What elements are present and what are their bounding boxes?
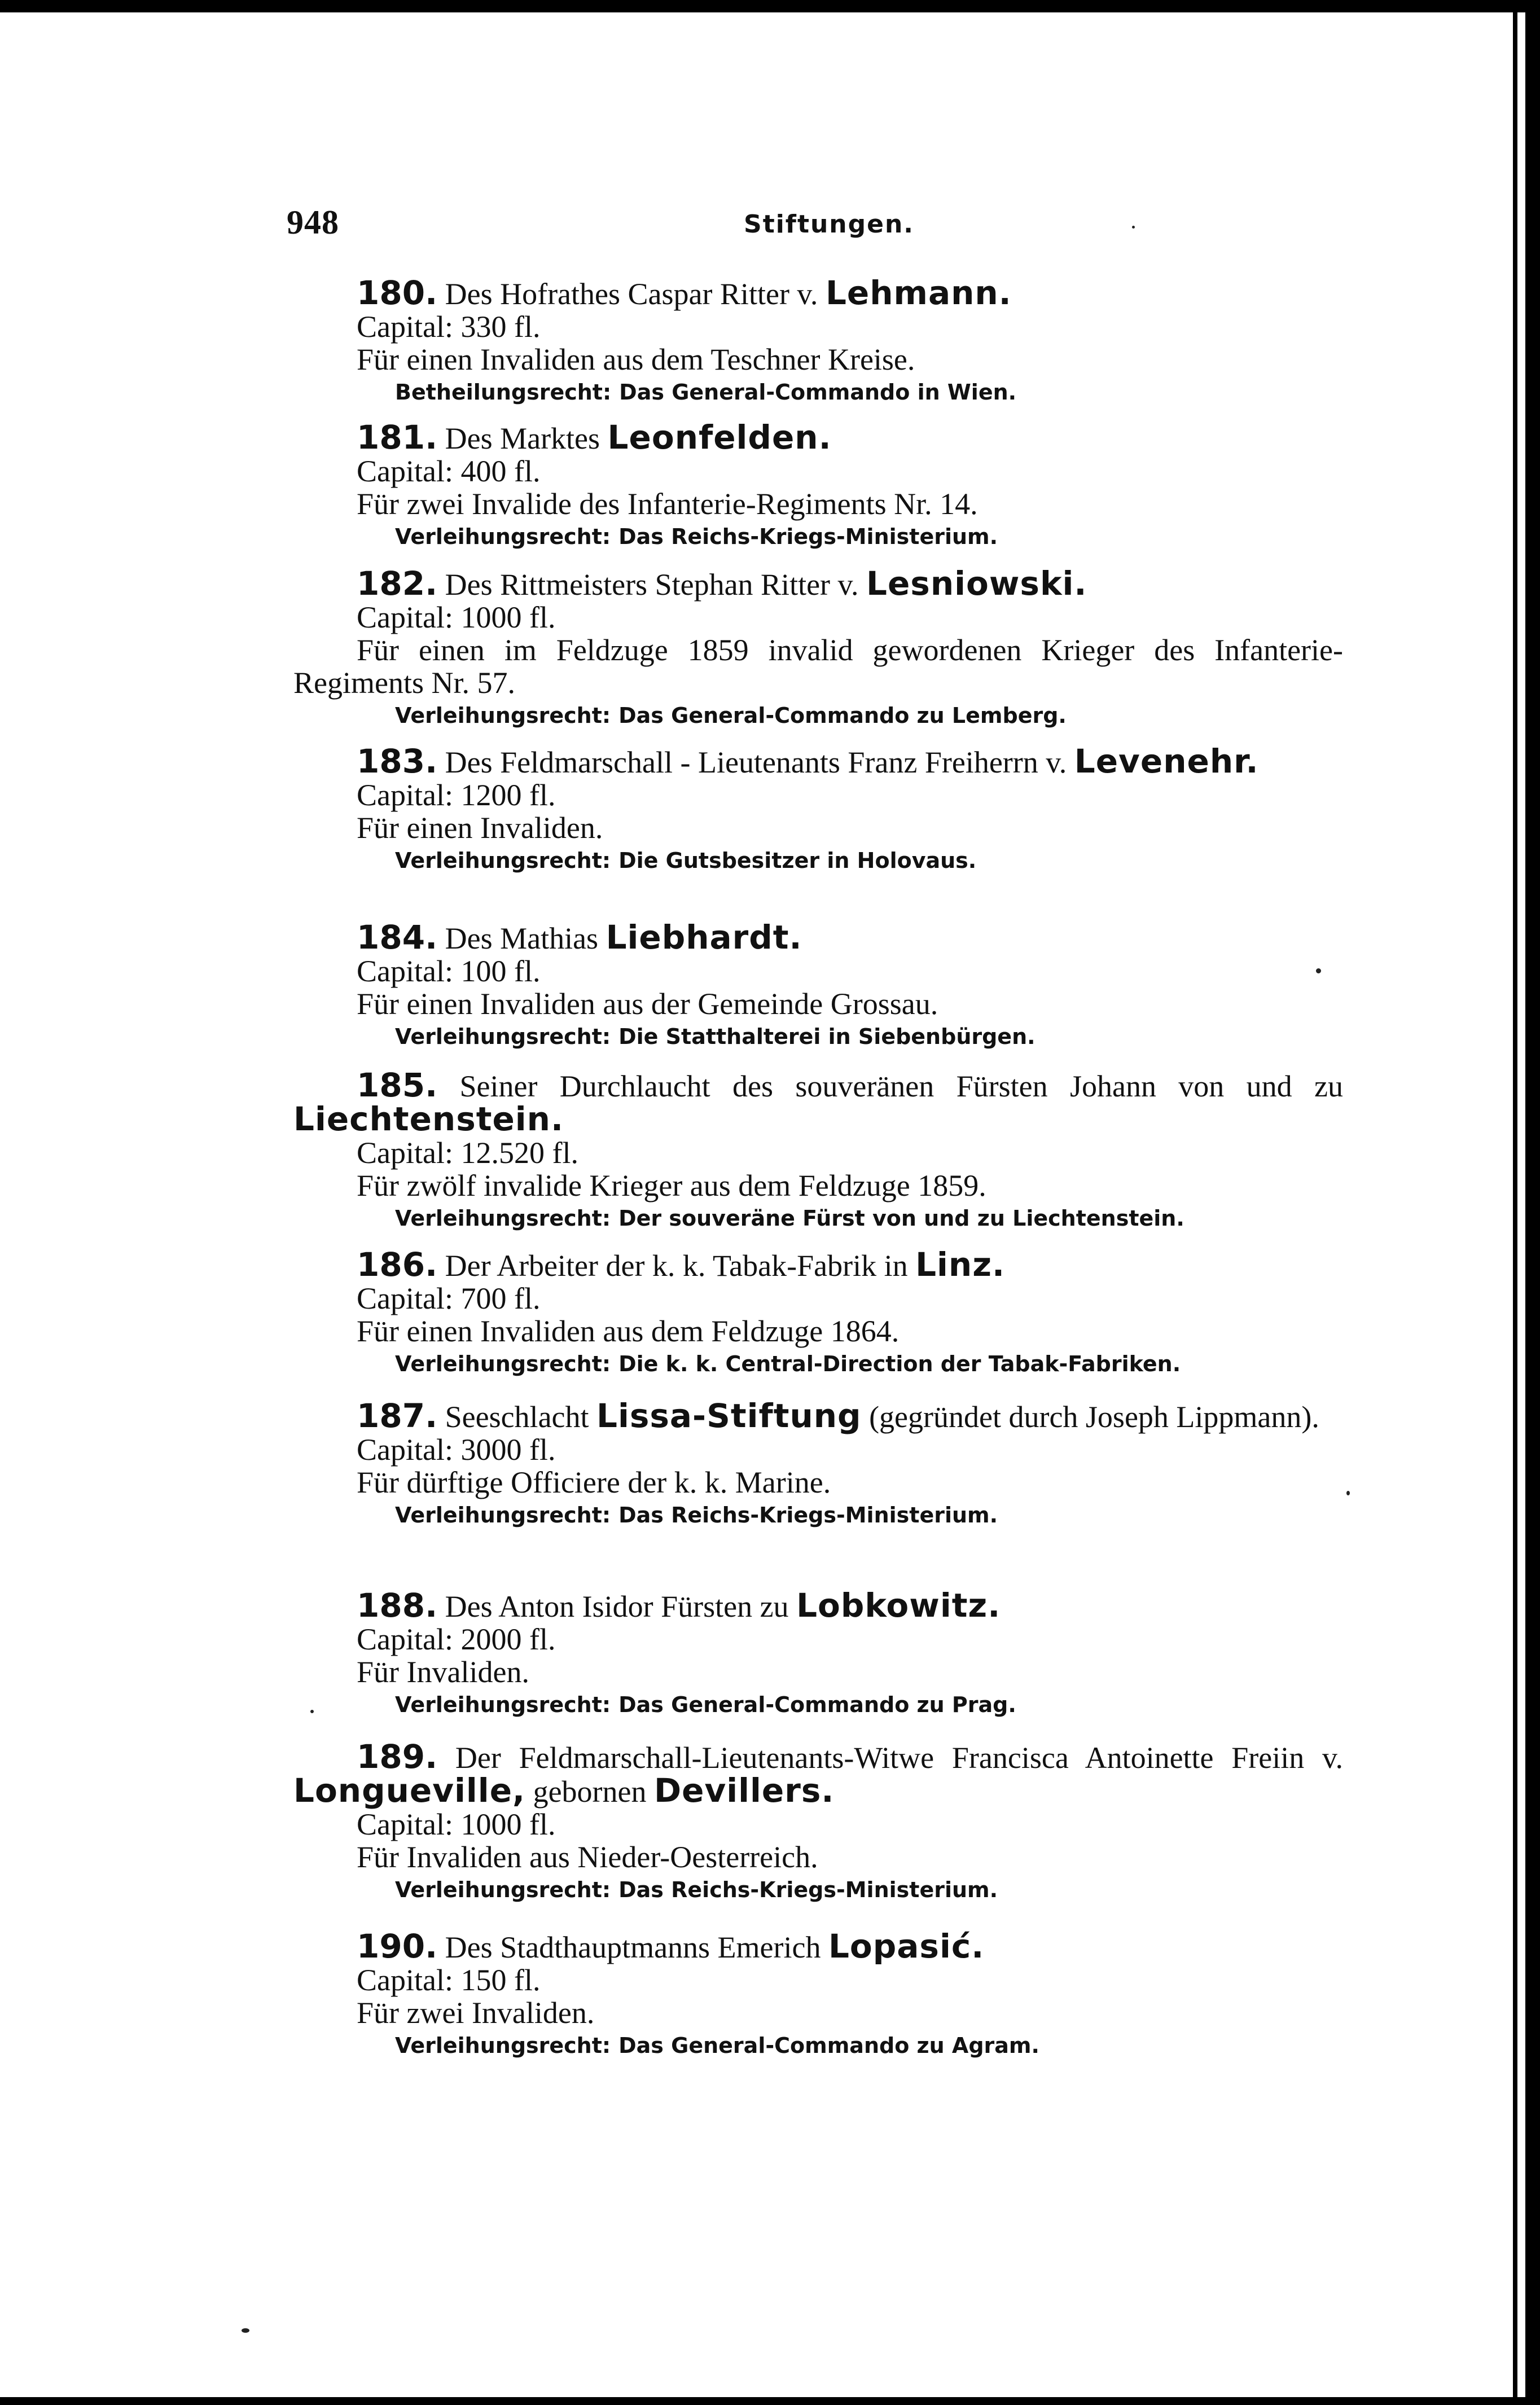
- entry-181: [293, 418, 1343, 552]
- right-value: Die Gutsbesitzer in Holovaus.: [618, 848, 977, 873]
- right-label: Verleihungsrecht:: [395, 2033, 611, 2058]
- entry-capital: Capital: 1200 fl.: [357, 778, 556, 812]
- right-label: Verleihungsrecht:: [395, 703, 611, 728]
- entry-name: Linz.: [915, 1245, 1005, 1284]
- entry-intro: Des Rittmeisters Stephan Ritter v.: [445, 568, 859, 602]
- entry-capital: Capital: 150 fl.: [357, 1963, 541, 1997]
- entry-right: [293, 1021, 1343, 1052]
- right-label: Verleihungsrecht:: [395, 1024, 611, 1049]
- entry-capital: Capital: 330 fl.: [357, 310, 541, 344]
- scan-speck: [1346, 1491, 1350, 1495]
- right-label: Verleihungsrecht:: [395, 848, 611, 873]
- entry-intro: Des Feldmarschall - Lieutenants Franz Freiherrn v.: [445, 745, 1067, 779]
- entry-capital: Capital: 1000 fl.: [357, 1807, 556, 1841]
- entry-capital: Capital: 700 fl.: [357, 1282, 541, 1315]
- entry-180: [293, 274, 1343, 407]
- right-value: Das Reichs-Kriegs-Ministerium.: [618, 1877, 998, 1902]
- entry-heading: [293, 1066, 1343, 1138]
- entry-purpose: Für einen Invaliden.: [357, 811, 603, 845]
- entry-intro: Des Mathias: [445, 921, 599, 955]
- entry-190: [293, 1927, 1343, 2061]
- entry-right: [293, 1349, 1343, 1379]
- right-value: Das General-Commando zu Agram.: [618, 2033, 1039, 2058]
- entry-capital: Capital: 3000 fl.: [357, 1433, 556, 1467]
- entry-heading: [293, 918, 1343, 956]
- scan-speck: [242, 2328, 249, 2333]
- entry-purpose: Für dürftige Officiere der k. k. Marine.: [357, 1465, 831, 1499]
- entry-name: Lissa-Stiftung: [596, 1397, 862, 1435]
- scan-speck: [1132, 226, 1135, 229]
- right-label: Verleihungsrecht:: [395, 1503, 611, 1528]
- entry-intro: Des Anton Isidor Fürsten zu: [445, 1590, 789, 1623]
- entry-name: Lesniowski.: [866, 564, 1087, 603]
- right-value: Der souveräne Fürst von und zu Liechtenstein.: [618, 1206, 1184, 1231]
- entry-heading: [293, 1737, 1344, 1810]
- entry-182: [293, 564, 1343, 731]
- entry-right: [293, 700, 1343, 731]
- entry-name: Lopasić.: [828, 1927, 985, 1965]
- page-number: 948: [287, 204, 339, 241]
- scan-border-top: [0, 0, 1540, 12]
- entry-183: [293, 742, 1343, 876]
- entry-number: 189.: [357, 1737, 438, 1776]
- entry-name: Liechtenstein.: [293, 1100, 564, 1138]
- scan-speck: [1316, 968, 1321, 973]
- entry-name: Levenehr.: [1074, 742, 1259, 780]
- entry-capital: Capital: 1000 fl.: [357, 600, 556, 634]
- entry-heading: [293, 1399, 1343, 1433]
- entry-right: [293, 1875, 1343, 1905]
- entry-heading: [293, 742, 1343, 780]
- entry-right: [293, 1500, 1343, 1530]
- entry-intro: Des Marktes: [445, 422, 600, 455]
- entry-number: 190.: [357, 1927, 438, 1965]
- entry-intro: Des Hofrathes Caspar Ritter v.: [445, 277, 818, 311]
- entry-purpose: Für Invaliden.: [357, 1655, 529, 1689]
- entry-intro: Des Stadthauptmanns Emerich: [445, 1930, 821, 1964]
- entry-name: Longueville,: [293, 1771, 526, 1810]
- scan-speck: [310, 1710, 314, 1713]
- entry-heading: [293, 1245, 1343, 1284]
- entry-intro: Der Arbeiter der k. k. Tabak-Fabrik in: [445, 1249, 908, 1283]
- entry-188: [293, 1586, 1343, 1720]
- entry-heading: [293, 418, 1343, 457]
- entry-purpose: Für Invaliden aus Nieder-Oesterreich.: [357, 1840, 818, 1874]
- right-label: Verleihungsrecht:: [395, 1692, 611, 1717]
- entry-number: 187.: [357, 1397, 438, 1435]
- entry-189: [293, 1737, 1344, 1905]
- entry-right: [293, 377, 1343, 407]
- right-value: Die k. k. Central-Direction der Tabak-Fabriken.: [618, 1351, 1181, 1376]
- entry-intro: Seiner Durchlaucht des souveränen Fürsten Johann von und zu: [459, 1069, 1343, 1103]
- entry-right: [293, 2030, 1343, 2061]
- entry-capital: Capital: 12.520 fl.: [357, 1136, 578, 1170]
- right-label: Betheilungsrecht:: [395, 380, 612, 405]
- entry-name: Lehmann.: [825, 274, 1012, 312]
- entry-purpose: Für zwölf invalide Krieger aus dem Feldzuge 1859.: [357, 1169, 986, 1202]
- entry-right: [293, 1689, 1343, 1720]
- running-head: Stiftungen.: [744, 210, 915, 239]
- entry-right: [293, 845, 1343, 876]
- entry-187: [293, 1399, 1343, 1530]
- entry-number: 181.: [357, 418, 438, 457]
- entry-intro: Seeschlacht: [445, 1400, 589, 1434]
- entry-heading: [293, 564, 1343, 603]
- right-value: Die Statthalterei in Siebenbürgen.: [618, 1024, 1036, 1049]
- entry-capital: Capital: 400 fl.: [357, 454, 541, 488]
- entry-purpose: Für einen im Feldzuge 1859 invalid gewordenen Krieger des Infanterie-Regiments Nr. 57.: [293, 633, 1343, 700]
- entry-right: [293, 1203, 1343, 1234]
- entry-number: 180.: [357, 274, 438, 312]
- scan-border-right-line: [1513, 0, 1517, 2405]
- right-label: Verleihungsrecht:: [395, 524, 611, 549]
- entry-heading: [293, 274, 1343, 312]
- entry-name: Lobkowitz.: [796, 1586, 1001, 1625]
- entry-purpose: Für einen Invaliden aus der Gemeinde Grossau.: [357, 987, 938, 1021]
- entry-185: [293, 1066, 1343, 1234]
- entry-purpose: Für zwei Invaliden.: [357, 1996, 595, 2030]
- right-value: Das General-Commando in Wien.: [619, 380, 1017, 405]
- right-value: Das Reichs-Kriegs-Ministerium.: [618, 1503, 998, 1528]
- scan-border-bottom: [0, 2397, 1540, 2405]
- entry-184: [293, 918, 1343, 1052]
- right-value: Das General-Commando zu Prag.: [618, 1692, 1016, 1717]
- entry-purpose: Für zwei Invalide des Infanterie-Regiments Nr. 14.: [357, 487, 978, 521]
- right-value: Das General-Commando zu Lemberg.: [618, 703, 1067, 728]
- entry-number: 186.: [357, 1245, 438, 1284]
- right-label: Verleihungsrecht:: [395, 1877, 611, 1902]
- entry-name: Liebhardt.: [606, 918, 802, 956]
- entry-number: 185.: [357, 1066, 438, 1104]
- right-value: Das Reichs-Kriegs-Ministerium.: [618, 524, 998, 549]
- entry-purpose: Für einen Invaliden aus dem Teschner Kreise.: [357, 343, 915, 376]
- entry-number: 188.: [357, 1586, 438, 1625]
- entry-186: [293, 1245, 1343, 1379]
- entry-number: 183.: [357, 742, 438, 780]
- entry-heading: [293, 1927, 1343, 1965]
- entry-number: 182.: [357, 564, 438, 603]
- scan-border-right: [1525, 0, 1540, 2405]
- entry-heading: [293, 1586, 1343, 1625]
- entry-name: Leonfelden.: [607, 418, 832, 457]
- entry-number: 184.: [357, 918, 438, 956]
- right-label: Verleihungsrecht:: [395, 1206, 611, 1231]
- entry-name-2: Devillers.: [653, 1771, 835, 1810]
- right-label: Verleihungsrecht:: [395, 1351, 611, 1376]
- entry-right: [293, 521, 1343, 552]
- entry-outro: (gegründet durch Joseph Lippmann).: [869, 1400, 1319, 1434]
- entry-intro: Der Feldmarschall-Lieutenants-Witwe Francisca Antoinette Freiin v.: [455, 1741, 1344, 1775]
- entry-outro: gebornen: [533, 1775, 647, 1809]
- entry-capital: Capital: 2000 fl.: [357, 1622, 556, 1656]
- entry-capital: Capital: 100 fl.: [357, 954, 541, 988]
- entry-purpose: Für einen Invaliden aus dem Feldzuge 1864.: [357, 1314, 900, 1348]
